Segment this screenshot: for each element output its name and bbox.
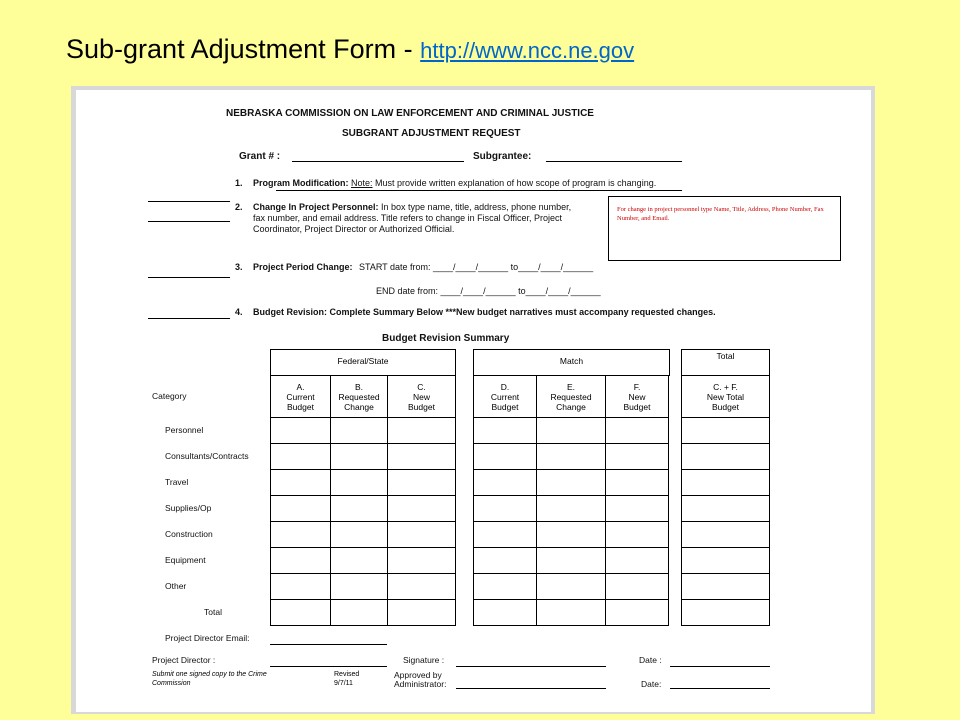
category-construction: Construction xyxy=(165,529,213,539)
amount-cell[interactable] xyxy=(388,470,456,496)
amount-cell[interactable] xyxy=(606,470,669,496)
amount-cell[interactable] xyxy=(537,444,606,470)
submit-line1: Submit one signed copy to the Crime xyxy=(152,671,267,678)
item4-mark-field[interactable] xyxy=(148,318,230,319)
date1-field[interactable] xyxy=(670,666,770,667)
col-e-header: E. Requested Change xyxy=(537,376,606,418)
amount-cell[interactable] xyxy=(474,496,537,522)
grant-number-field[interactable] xyxy=(292,161,464,162)
amount-cell[interactable] xyxy=(474,574,537,600)
amount-cell[interactable] xyxy=(537,600,606,626)
item3-number: 3. xyxy=(235,262,243,272)
summary-title: Budget Revision Summary xyxy=(382,333,510,344)
amount-cell[interactable] xyxy=(388,496,456,522)
amount-cell[interactable] xyxy=(474,522,537,548)
federal-group-header: Federal/State xyxy=(270,349,456,376)
item1-text xyxy=(253,178,656,188)
item4-line xyxy=(253,307,716,317)
col-c-header: C. New Budget xyxy=(388,376,456,418)
item2-text2: fax number, and email address. Title refers to change in Fiscal Officer, Project xyxy=(253,213,562,223)
table-row xyxy=(271,600,456,626)
amount-cell[interactable] xyxy=(682,470,770,496)
category-supplies: Supplies/Op xyxy=(165,503,212,513)
amount-cell[interactable] xyxy=(682,496,770,522)
director-label: Project Director : xyxy=(152,655,216,665)
category-total: Total xyxy=(204,607,222,617)
table-row xyxy=(682,548,770,574)
amount-cell[interactable] xyxy=(606,444,669,470)
match-body xyxy=(474,418,669,626)
signature-field[interactable] xyxy=(456,666,606,667)
subgrantee-field[interactable] xyxy=(546,161,682,162)
item1-description: Must provide written explanation of how scope of program is changing. xyxy=(372,178,657,188)
amount-cell[interactable] xyxy=(271,548,331,574)
form-document xyxy=(76,90,871,712)
amount-cell[interactable] xyxy=(474,444,537,470)
amount-cell[interactable] xyxy=(682,574,770,600)
item3-heading: Project Period Change: xyxy=(253,262,353,272)
approved-field[interactable] xyxy=(456,688,606,689)
director-field[interactable] xyxy=(270,666,387,667)
item2-line1 xyxy=(253,202,571,212)
table-row xyxy=(271,418,456,444)
table-row xyxy=(682,496,770,522)
date2-field[interactable] xyxy=(670,688,770,689)
category-other: Other xyxy=(165,581,187,591)
table-row xyxy=(682,444,770,470)
table-row xyxy=(474,444,669,470)
item1-heading: Program Modification: xyxy=(253,178,349,188)
item3-mark-field[interactable] xyxy=(148,277,230,278)
amount-cell[interactable] xyxy=(682,522,770,548)
amount-cell[interactable] xyxy=(271,470,331,496)
amount-cell[interactable] xyxy=(388,444,456,470)
grant-label: Grant # : xyxy=(239,151,281,162)
total-body xyxy=(682,418,770,626)
federal-body xyxy=(271,418,456,626)
table-row xyxy=(682,600,770,626)
table-row xyxy=(682,574,770,600)
item4-number: 4. xyxy=(235,307,243,317)
table-row xyxy=(682,522,770,548)
table-row xyxy=(271,574,456,600)
item1-field[interactable] xyxy=(276,190,682,191)
amount-cell[interactable] xyxy=(271,418,331,444)
col-b-header: B. Requested Change xyxy=(331,376,388,418)
amount-cell[interactable] xyxy=(331,444,388,470)
form-title: SUBGRANT ADJUSTMENT REQUEST xyxy=(342,128,521,139)
table-row xyxy=(474,600,669,626)
table-row xyxy=(271,444,456,470)
amount-cell[interactable] xyxy=(606,496,669,522)
total-group-header: Total xyxy=(681,349,770,376)
item1-number: 1. xyxy=(235,178,243,188)
table-row xyxy=(474,574,669,600)
date1-label: Date : xyxy=(639,655,662,665)
amount-cell[interactable] xyxy=(474,600,537,626)
match-table xyxy=(473,375,669,626)
amount-cell[interactable] xyxy=(388,574,456,600)
col-a-header: A. Current Budget xyxy=(271,376,331,418)
amount-cell[interactable] xyxy=(331,522,388,548)
amount-cell[interactable] xyxy=(331,574,388,600)
personnel-change-note: For change in project personnel type Name, Title, Address, Phone Number, Fax Number, and Email. xyxy=(617,206,824,222)
amount-cell[interactable] xyxy=(606,574,669,600)
item4-text: Complete Summary Below ***New budget narratives must accompany requested changes. xyxy=(327,307,716,317)
amount-cell[interactable] xyxy=(388,522,456,548)
amount-cell[interactable] xyxy=(537,574,606,600)
amount-cell[interactable] xyxy=(388,600,456,626)
amount-cell[interactable] xyxy=(537,522,606,548)
slide-title xyxy=(66,34,634,65)
amount-cell[interactable] xyxy=(682,548,770,574)
item2-text1: In box type name, title, address, phone number, xyxy=(378,202,572,212)
slide-title-link[interactable]: http://www.ncc.ne.gov xyxy=(420,38,635,63)
table-row xyxy=(474,548,669,574)
item1-note: Note: xyxy=(351,178,373,188)
amount-cell[interactable] xyxy=(537,418,606,444)
amount-cell[interactable] xyxy=(606,600,669,626)
table-row xyxy=(271,522,456,548)
category-travel: Travel xyxy=(165,477,189,487)
table-row xyxy=(271,548,456,574)
amount-cell[interactable] xyxy=(606,548,669,574)
revised-label: Revised xyxy=(334,671,360,678)
amount-cell[interactable] xyxy=(388,548,456,574)
category-consultants: Consultants/Contracts xyxy=(165,451,249,461)
item2-number: 2. xyxy=(235,202,243,212)
col-f-header: F. New Budget xyxy=(606,376,669,418)
org-heading: NEBRASKA COMMISSION ON LAW ENFORCEMENT AND CRIMINAL JUSTICE xyxy=(226,108,594,119)
end-date-row[interactable]: END date from: ____/____/______ to____/____/______ xyxy=(376,286,601,296)
item4-heading: Budget Revision: xyxy=(253,307,328,317)
amount-cell[interactable] xyxy=(606,522,669,548)
table-row xyxy=(682,418,770,444)
amount-cell[interactable] xyxy=(474,418,537,444)
amount-cell[interactable] xyxy=(537,548,606,574)
approved-line2: Administrator: xyxy=(394,679,447,689)
table-row xyxy=(474,418,669,444)
amount-cell[interactable] xyxy=(682,600,770,626)
total-table xyxy=(681,375,770,626)
amount-cell[interactable] xyxy=(388,418,456,444)
director-email-field[interactable] xyxy=(270,644,387,645)
amount-cell[interactable] xyxy=(331,496,388,522)
col-total-header: C. + F. New Total Budget xyxy=(682,376,770,418)
table-row xyxy=(682,470,770,496)
amount-cell[interactable] xyxy=(537,496,606,522)
amount-cell[interactable] xyxy=(271,496,331,522)
submit-line2: Commission xyxy=(152,680,191,687)
slide-title-text: Sub-grant Adjustment Form - xyxy=(66,34,421,64)
start-date-row[interactable]: START date from: ____/____/______ to____/____/______ xyxy=(359,262,594,272)
amount-cell[interactable] xyxy=(271,444,331,470)
table-row xyxy=(474,496,669,522)
amount-cell[interactable] xyxy=(331,470,388,496)
amount-cell[interactable] xyxy=(331,600,388,626)
col-d-header: D. Current Budget xyxy=(474,376,537,418)
revised-date: 9/7/11 xyxy=(334,680,353,687)
item1-mark-field[interactable] xyxy=(148,201,230,202)
signature-label: Signature : xyxy=(403,655,445,665)
date2-label: Date: xyxy=(641,679,662,689)
amount-cell[interactable] xyxy=(537,470,606,496)
approved-line1: Approved by xyxy=(394,670,442,680)
amount-cell[interactable] xyxy=(606,418,669,444)
category-label: Category xyxy=(152,391,187,401)
table-row xyxy=(271,496,456,522)
amount-cell[interactable] xyxy=(271,600,331,626)
personnel-change-box[interactable] xyxy=(608,196,841,261)
match-group-header: Match xyxy=(473,349,670,376)
amount-cell[interactable] xyxy=(331,418,388,444)
item2-mark-field[interactable] xyxy=(148,221,230,222)
federal-table xyxy=(270,375,456,626)
amount-cell[interactable] xyxy=(474,470,537,496)
amount-cell[interactable] xyxy=(331,548,388,574)
amount-cell[interactable] xyxy=(682,444,770,470)
amount-cell[interactable] xyxy=(271,522,331,548)
amount-cell[interactable] xyxy=(682,418,770,444)
amount-cell[interactable] xyxy=(474,548,537,574)
category-equipment: Equipment xyxy=(165,555,206,565)
table-row xyxy=(474,522,669,548)
item2-text3: Coordinator, Project Director or Authorized Official. xyxy=(253,224,455,234)
item2-heading: Change In Project Personnel: xyxy=(253,202,379,212)
table-row xyxy=(271,470,456,496)
director-email-label: Project Director Email: xyxy=(165,633,250,643)
category-personnel: Personnel xyxy=(165,425,204,435)
subgrantee-label: Subgrantee: xyxy=(473,151,532,162)
amount-cell[interactable] xyxy=(271,574,331,600)
table-row xyxy=(474,470,669,496)
